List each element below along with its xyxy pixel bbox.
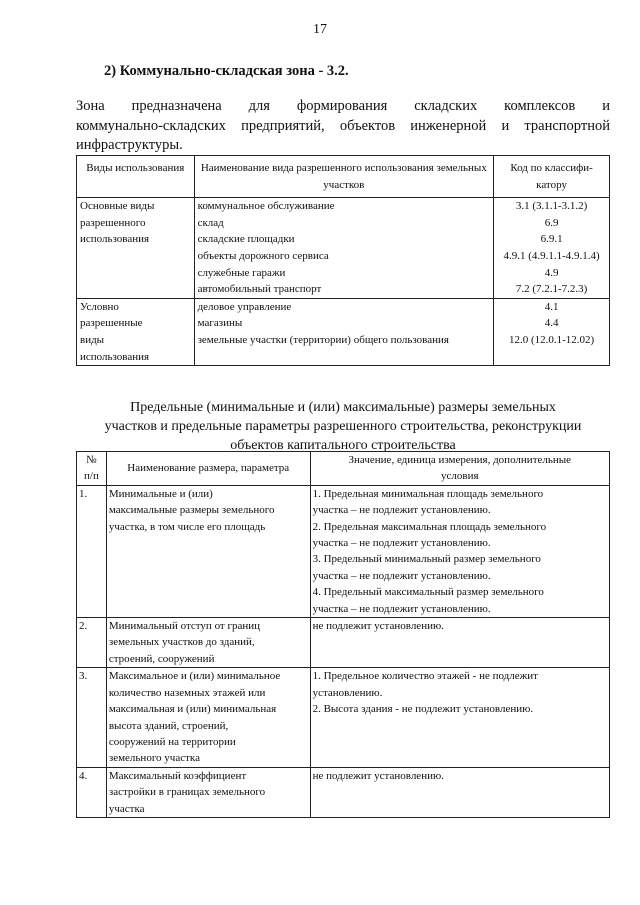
list-item: 4.9.1 (4.9.1.1-4.9.1.4) — [503, 249, 600, 262]
cell-line: участка – не подлежит установлению. — [312, 504, 491, 517]
intro-line-3: инфраструктуры. — [76, 137, 183, 153]
parameters-table — [76, 451, 610, 818]
list-item: 4.4 — [544, 317, 559, 330]
list-item: 3.1 (3.1.1-3.1.2) — [515, 200, 588, 213]
table-row — [77, 298, 610, 365]
cell-line: Основные виды — [80, 200, 155, 213]
header-param-name: Наименование размера, параметра — [106, 452, 310, 486]
header-param-value — [310, 452, 609, 486]
word: Зона — [76, 98, 105, 114]
cell-line: участка – не подлежит установлению. — [312, 537, 491, 550]
cell-line: количество наземных этажей или — [108, 686, 266, 699]
param-name-cell — [106, 668, 310, 767]
use-codes-cell — [494, 298, 610, 365]
cell-line: участка — [108, 802, 145, 815]
header-name: Наименование вида разрешенного использования земельных участков — [194, 156, 494, 198]
cell-line: Значение, единица измерения, дополнительные — [348, 454, 572, 466]
cell-line: участка – не подлежит установлению. — [312, 602, 491, 615]
caption-line: участков и предельные параметры разрешенного строительства, реконструкции — [104, 419, 582, 434]
param-name-cell — [106, 767, 310, 817]
cell-line: не подлежит установлению. — [312, 769, 444, 782]
table-header-row — [77, 156, 610, 198]
cell-line: 3. Предельный минимальный размер земельного — [312, 553, 541, 566]
word: предназначена — [131, 98, 222, 114]
list-item: 12.0 (12.0.1-12.02) — [508, 333, 595, 346]
cell-line: разрешенного — [80, 216, 146, 229]
page-number: 17 — [313, 22, 327, 37]
cell-line: земельного участка — [108, 752, 200, 765]
caption-line: объектов капитального строительства — [230, 438, 456, 453]
word: транспортной — [524, 117, 610, 134]
table-row — [77, 485, 610, 617]
cell-line: № — [86, 454, 97, 466]
row-num: 3. — [77, 668, 107, 767]
cell-line: Минимальный отступ от границ — [108, 620, 261, 633]
cell-line: участка, в том числе его площадь — [108, 520, 266, 533]
word: предприятий, — [241, 117, 325, 134]
section-heading: 2) Коммунально-складская зона - 3.2. — [104, 63, 349, 79]
word: для — [248, 98, 270, 114]
param-value-cell — [310, 668, 609, 767]
word: инженерной — [410, 117, 487, 134]
list-item: магазины — [197, 317, 243, 330]
param-value-cell — [310, 618, 609, 668]
cell-line: участка – не подлежит установлению. — [312, 569, 491, 582]
param-name-cell — [106, 618, 310, 668]
word: коммунально-складских — [76, 117, 226, 134]
cell-line: использования — [80, 233, 150, 246]
cell-line: сооружений на территории — [108, 735, 236, 748]
list-item: 6.9.1 — [540, 233, 563, 246]
table-row — [77, 767, 610, 817]
word: комплексов — [504, 98, 576, 114]
list-item: автомобильный транспорт — [197, 283, 322, 296]
caption-line: Предельные (минимальные и (или) максимальные) размеры земельных — [130, 400, 556, 415]
cell-line: Максимальное и (или) минимальное — [108, 670, 281, 683]
use-kind-cell — [77, 298, 195, 365]
cell-line: виды — [80, 333, 105, 346]
cell-line: использования — [80, 350, 150, 363]
cell-line: 4. Предельный максимальный размер земельного — [312, 586, 544, 599]
cell-line: 1. Предельная минимальная площадь земельного — [312, 487, 544, 500]
cell-line: установлению. — [312, 686, 383, 699]
word: и — [501, 117, 510, 134]
cell-line: условия — [441, 470, 479, 483]
intro-line-2 — [76, 117, 610, 137]
list-item: земельные участки (территории) общего пользования — [197, 333, 449, 346]
word: формирования — [296, 98, 388, 114]
table-row — [77, 668, 610, 767]
cell-line: Максимальный коэффициент — [108, 769, 247, 782]
row-num: 4. — [77, 767, 107, 817]
cell-line: Условно — [80, 300, 119, 313]
cell-line: строений, сооружений — [108, 652, 215, 665]
header-kind: Виды использования — [77, 156, 195, 198]
use-names-cell — [194, 298, 494, 365]
list-item: 6.9 — [544, 216, 559, 229]
cell-line: максимальные размеры земельного — [108, 504, 275, 517]
word: складских — [414, 98, 478, 114]
list-item: склад — [197, 216, 224, 229]
cell-line: 2. Высота здания - не подлежит установлению. — [312, 703, 534, 716]
cell-line: высота зданий, строений, — [108, 719, 229, 732]
intro-line-1 — [76, 97, 610, 117]
cell-line: разрешенные — [80, 317, 143, 330]
list-item: складские площадки — [197, 233, 295, 246]
header-code: Код по классифи-катору — [494, 156, 610, 198]
cell-line: не подлежит установлению. — [312, 620, 444, 633]
row-num: 2. — [77, 618, 107, 668]
use-names-cell — [194, 198, 494, 299]
word: и — [602, 98, 610, 114]
list-item: объекты дорожного сервиса — [197, 249, 329, 262]
param-value-cell — [310, 767, 609, 817]
cell-line: застройки в границах земельного — [108, 786, 266, 799]
cell-line: 1. Предельное количество этажей - не подлежит — [312, 670, 538, 683]
list-item: служебные гаражи — [197, 266, 286, 279]
cell-line: п/п — [84, 470, 99, 483]
list-item: 4.1 — [544, 300, 559, 313]
word: объектов — [339, 117, 396, 134]
intro-paragraph — [76, 97, 610, 156]
table-row — [77, 618, 610, 668]
use-kind-cell — [77, 198, 195, 299]
row-num: 1. — [77, 485, 107, 617]
table-row — [77, 198, 610, 299]
permitted-use-table — [76, 155, 610, 366]
cell-line: Минимальные и (или) — [108, 487, 213, 500]
cell-line: 2. Предельная максимальная площадь земельного — [312, 520, 547, 533]
param-value-cell — [310, 485, 609, 617]
list-item: коммунальное обслуживание — [197, 200, 335, 213]
list-item: 4.9 — [544, 266, 559, 279]
list-item: деловое управление — [197, 300, 292, 313]
table-header-row — [77, 452, 610, 486]
cell-line: максимальная и (или) минимальная — [108, 703, 277, 716]
header-num — [77, 452, 107, 486]
list-item: 7.2 (7.2.1-7.2.3) — [515, 283, 588, 296]
table2-caption — [76, 398, 610, 455]
cell-line: земельных участков до зданий, — [108, 636, 255, 649]
use-codes-cell — [494, 198, 610, 299]
param-name-cell — [106, 485, 310, 617]
